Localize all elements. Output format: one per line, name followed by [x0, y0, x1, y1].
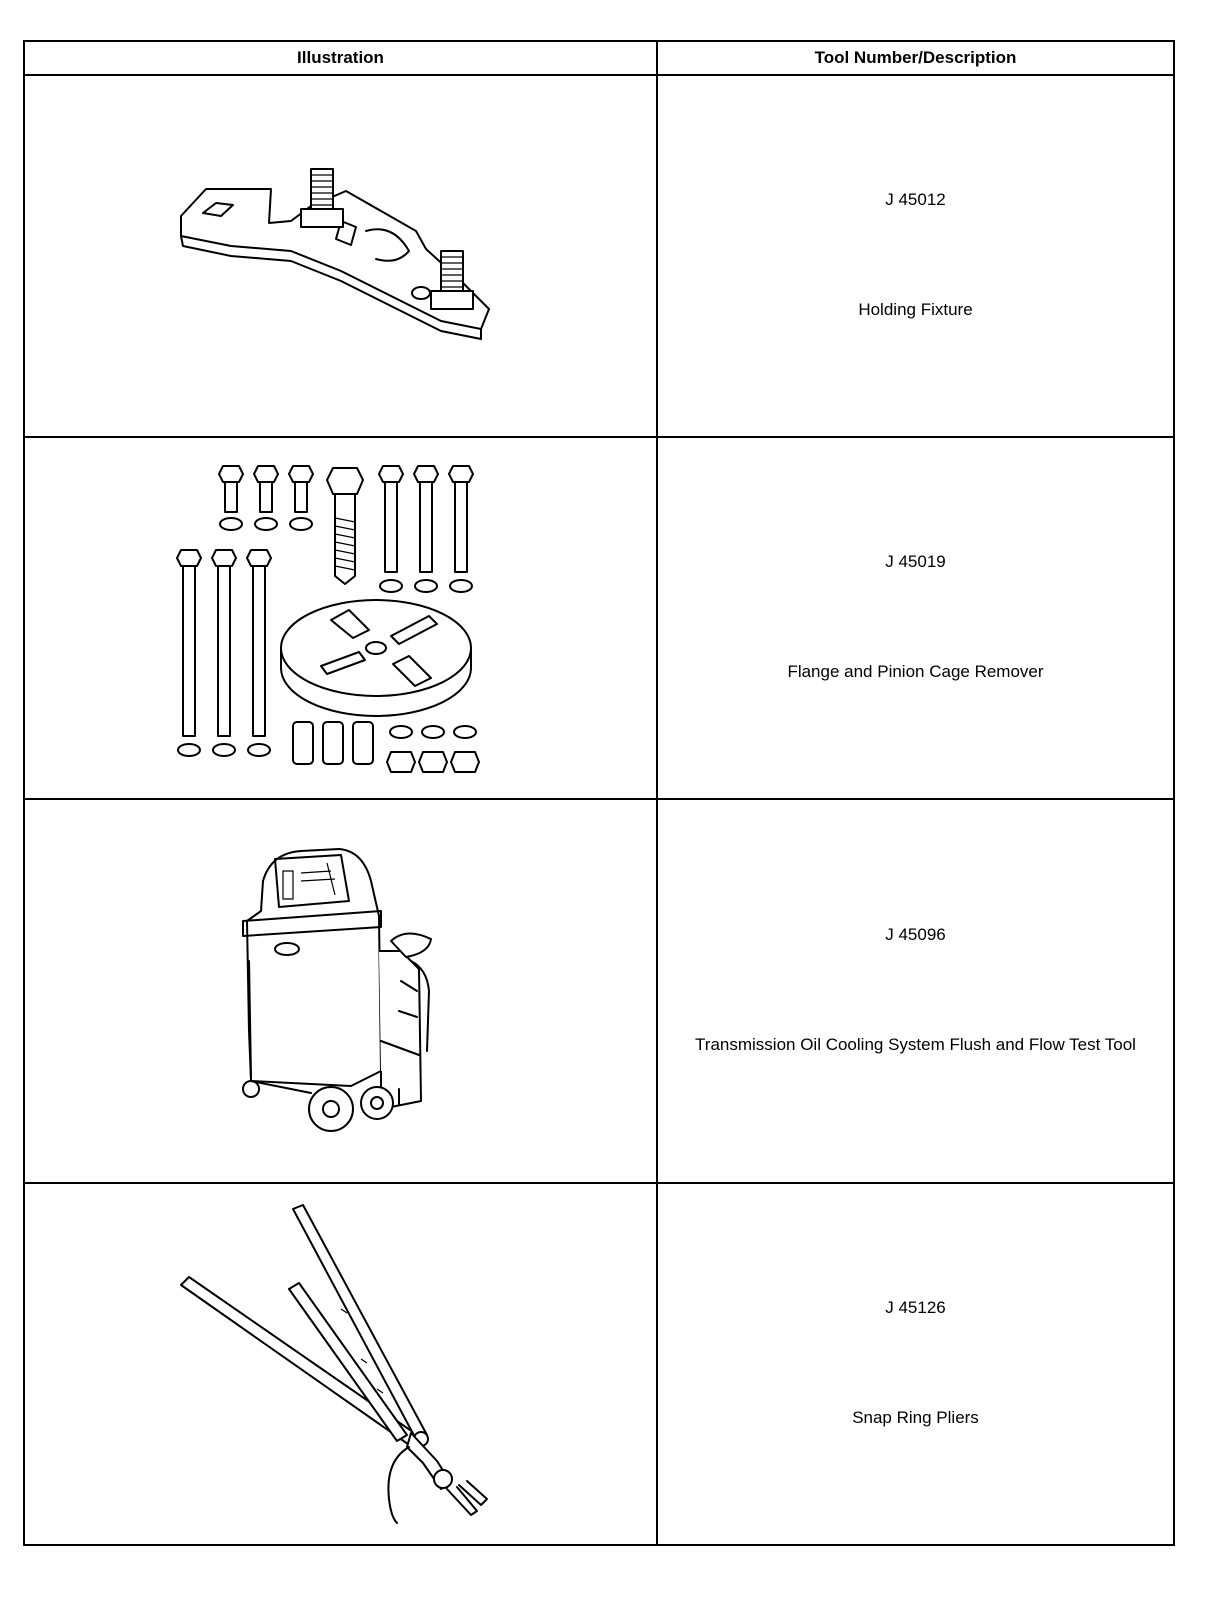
- tool-description-cell: [657, 437, 1174, 799]
- illustration-cell: [24, 437, 657, 799]
- tool-description-cell: [657, 1183, 1174, 1545]
- snap-ring-pliers-icon: [171, 1199, 511, 1529]
- table-row: [24, 799, 1174, 1183]
- tool-description: Holding Fixture: [858, 300, 973, 319]
- illustration-cell: [24, 1183, 657, 1545]
- tool-number: J 45126: [885, 1298, 946, 1317]
- header-illustration: Illustration: [24, 41, 657, 75]
- flush-flow-test-tool-icon: [231, 841, 451, 1141]
- table-row: [24, 75, 1174, 437]
- table-header-row: [24, 41, 1174, 75]
- header-tool-number-description: Tool Number/Description: [657, 41, 1174, 75]
- tool-description: Flange and Pinion Cage Remover: [787, 662, 1044, 681]
- table-row: [24, 1183, 1174, 1545]
- tool-description: Transmission Oil Cooling System Flush and Flow Test Tool: [695, 1035, 1136, 1054]
- tool-description-cell: [657, 75, 1174, 437]
- special-tools-table: [23, 40, 1175, 1546]
- tool-description: Snap Ring Pliers: [852, 1408, 979, 1427]
- illustration-cell: [24, 799, 657, 1183]
- illustration-cell: [24, 75, 657, 437]
- tool-description-cell: [657, 799, 1174, 1183]
- holding-fixture-icon: [171, 161, 511, 351]
- table-row: [24, 437, 1174, 799]
- tool-number: J 45019: [885, 552, 946, 571]
- tool-number: J 45096: [885, 925, 946, 944]
- flange-pinion-cage-remover-icon: [171, 458, 511, 778]
- tool-number: J 45012: [885, 190, 946, 209]
